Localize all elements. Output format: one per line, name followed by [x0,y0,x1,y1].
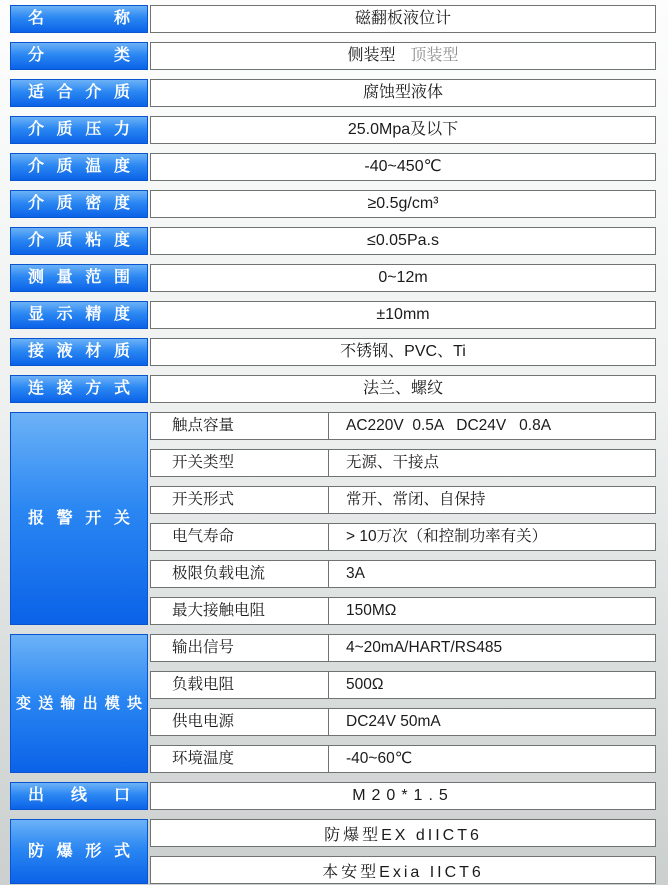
subrow-electrical-life [150,523,656,551]
row-label-text: 名称 [28,10,130,27]
row-label [10,375,148,403]
subrow-value: AC220V 0.5A DC24V 0.8A [346,417,552,435]
row-label [10,5,148,33]
subrow-name: 最大接触电阻 [151,598,329,624]
group-label-text: 防爆形式 [28,842,130,860]
group-label-text: 报警开关 [28,509,130,527]
row-label [10,338,148,366]
row-label [10,264,148,292]
spec-row-name [10,5,656,33]
subrow-value: 常开、常闭、自保持 [346,491,486,509]
subrow-value: 3A [346,565,365,583]
row-value: ≤0.05Pa.s [150,227,656,255]
subrow-name: 开关类型 [151,450,329,476]
row-label [10,116,148,144]
alarm-switch-subrows [150,412,656,625]
subrow-value: 无源、干接点 [346,454,440,472]
group-alarm-switch [10,412,656,625]
explosion-proof-subrows [150,819,656,884]
subrow-name: 环境温度 [151,746,329,772]
row-value: 25.0Mpa及以下 [150,116,656,144]
row-label-text: 测量范围 [28,269,130,286]
row-value: 腐蚀型液体 [150,79,656,107]
row-label [10,227,148,255]
subrow-name: 供电电源 [151,709,329,735]
row-value: 不锈钢、PVC、Ti [150,338,656,366]
group-label [10,819,148,884]
row-value: 法兰、螺纹 [150,375,656,403]
spec-row-connection-type [10,375,656,403]
row-label [10,42,148,70]
subrow-explosion-proof-ex: 防爆型EX dIICT6 [150,819,656,847]
group-transmitter-module [10,634,656,773]
row-label-text: 接液材质 [28,343,130,360]
subrow-value: 4~20mA/HART/RS485 [346,639,503,657]
spec-row-medium-temperature [10,153,656,181]
subrow-limit-load-current [150,560,656,588]
row-label-text: 分类 [28,47,130,64]
subrow-switch-form [150,486,656,514]
spec-row-measuring-range [10,264,656,292]
subrow-value: 150MΩ [346,602,397,620]
subrow-max-contact-resistance [150,597,656,625]
row-label [10,153,148,181]
subrow-contact-capacity [150,412,656,440]
spec-row-medium-viscosity [10,227,656,255]
spec-row-cable-outlet [10,782,656,810]
row-value: 0~12m [150,264,656,292]
subrow-name: 触点容量 [151,413,329,439]
subrow-value: 500Ω [346,676,384,694]
row-label [10,782,148,810]
subrow-ambient-temperature [150,745,656,773]
spec-row-medium-density [10,190,656,218]
row-label [10,79,148,107]
subrow-name: 输出信号 [151,635,329,661]
transmitter-subrows [150,634,656,773]
row-value: M20*1.5 [150,782,656,810]
category-primary: 侧装型 [347,47,396,64]
subrow-power-supply [150,708,656,736]
row-label-text: 适合介质 [28,84,130,101]
spec-row-display-accuracy [10,301,656,329]
row-value [150,42,656,70]
row-value: ≥0.5g/cm³ [150,190,656,218]
group-label-text: 变送输出模块 [16,695,142,712]
row-label-text: 出线口 [28,787,130,804]
subrow-value: -40~60℃ [346,750,413,768]
spec-row-category [10,42,656,70]
subrow-value: DC24V 50mA [346,713,441,731]
subrow-name: 电气寿命 [151,524,329,550]
group-label [10,634,148,773]
row-label-text: 介质密度 [28,195,130,212]
spec-row-medium-pressure [10,116,656,144]
subrow-name: 开关形式 [151,487,329,513]
spec-row-suitable-medium [10,79,656,107]
category-secondary: 顶装型 [410,47,459,64]
row-label [10,301,148,329]
row-label-text: 介质温度 [28,158,130,175]
row-label-text: 介质压力 [28,121,130,138]
row-label-text: 介质粘度 [28,232,130,249]
subrow-load-resistance [150,671,656,699]
spec-row-wetted-material [10,338,656,366]
subrow-name: 极限负载电流 [151,561,329,587]
row-label [10,190,148,218]
subrow-name: 负载电阻 [151,672,329,698]
group-label [10,412,148,625]
group-explosion-proof [10,819,656,884]
row-label-text: 显示精度 [28,306,130,323]
subrow-value: > 10万次（和控制功率有关） [346,528,548,546]
row-label-text: 连接方式 [28,380,130,397]
row-value: -40~450℃ [150,153,656,181]
subrow-intrinsically-safe: 本安型Exia IICT6 [150,856,656,884]
row-value: 磁翻板液位计 [150,5,656,33]
subrow-output-signal [150,634,656,662]
row-value: ±10mm [150,301,656,329]
subrow-switch-type [150,449,656,477]
